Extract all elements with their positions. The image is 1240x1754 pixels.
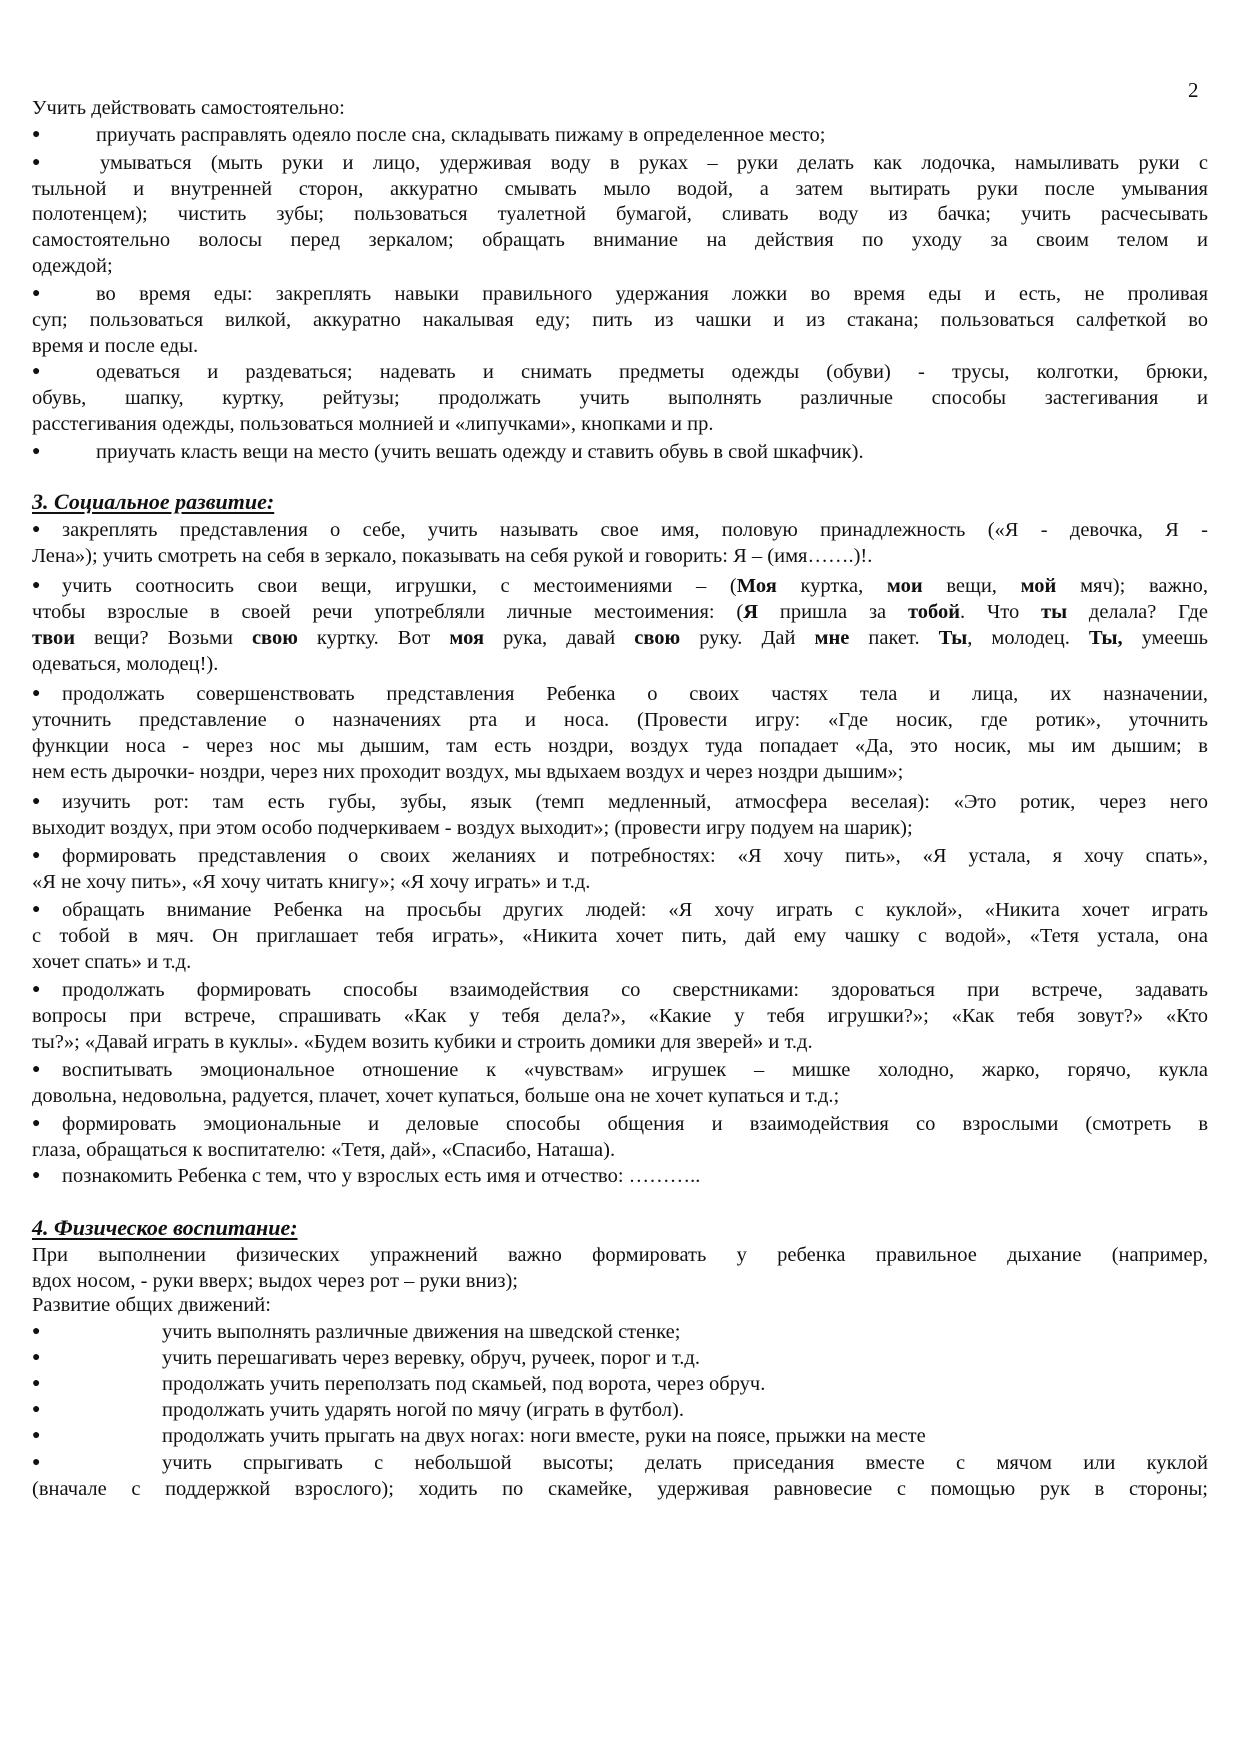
emphasized-pronoun: тобой [907, 601, 961, 623]
list-item-line: продолжать формировать способы взаимодействия со сверстниками: здороваться при встрече, задавать [62, 979, 1208, 1001]
list-item: приучать класть вещи на место (учить вешать одежду и ставить обувь в свой шкафчик). [96, 441, 864, 463]
emphasized-pronoun: моя [449, 627, 485, 649]
list-item-line: тыльной и внутренней сторон, аккуратно смывать мыло водой, а затем вытирать руки после умывания [32, 178, 1208, 200]
section-intro: Учить действовать самостоятельно: [32, 97, 345, 119]
list-item-line: хочет спать» и т.д. [32, 951, 192, 973]
bullet-icon: ● [32, 364, 41, 379]
list-item-line: глаза, обращаться к воспитателю: «Тетя, дай», «Спасибо, Наташа). [32, 1139, 616, 1161]
bullet-icon: ● [32, 1168, 41, 1183]
bullet-icon: ● [32, 1402, 41, 1417]
emphasized-pronoun: ты [1041, 601, 1068, 623]
list-item-line: учить спрыгивать с небольшой высоты; делать приседания вместе с мячом или куклой [162, 1452, 1208, 1474]
list-item-line: довольна, недовольна, радуется, плачет, хочет купаться, больше она не хочет купаться и т.д.; [32, 1085, 840, 1107]
list-item: приучать расправлять одеяло после сна, складывать пижаму в определенное место; [96, 124, 826, 146]
emphasized-pronoun: Ты, [1088, 627, 1123, 649]
list-item: познакомить Ребенка с тем, что у взрослых есть имя и отчество: ……….. [62, 1165, 701, 1187]
emphasized-pronoun: свою [251, 627, 298, 649]
bullet-icon: ● [32, 982, 41, 997]
bullet-icon: ● [32, 902, 41, 917]
list-item-line: суп; пользоваться вилкой, аккуратно накалывая еду; пить из чашки и из стакана; пользоваться салфеткой во [32, 309, 1208, 331]
bullet-icon: ● [32, 127, 41, 142]
bullet-icon: ● [32, 444, 41, 459]
list-item-line: умываться (мыть руки и лицо, удерживая воду в руках – руки делать как лодочка, намыливать руки с [100, 152, 1208, 174]
bullet-icon: ● [32, 1455, 41, 1470]
intro-line: При выполнении физических упражнений важно формировать у ребенка правильное дыхание (например, [32, 1244, 1208, 1266]
bullet-icon: ● [32, 1062, 41, 1077]
list-item: продолжать учить ударять ногой по мячу (играть в футбол). [162, 1399, 684, 1421]
list-item-line: Лена»); учить смотреть на себя в зеркало, показывать на себя рукой и говорить: Я – (имя…….)!. [32, 545, 873, 567]
list-item-line: продолжать совершенствовать представления Ребенка о своих частях тела и лица, их назначении, [62, 683, 1208, 705]
list-item-line: полотенцем); чистить зубы; пользоваться туалетной бумагой, сливать воду из бачка; учить расчесывать [32, 203, 1208, 225]
bullet-icon: ● [32, 522, 41, 537]
list-item: учить перешагивать через веревку, обруч, ручеек, порог и т.д. [162, 1347, 700, 1369]
bullet-icon: ● [32, 1324, 41, 1339]
list-item: продолжать учить переползать под скамьей, под ворота, через обруч. [162, 1373, 766, 1395]
bullet-icon: ● [32, 578, 41, 593]
list-item-line: «Я не хочу пить», «Я хочу читать книгу»; «Я хочу играть» и т.д. [32, 871, 591, 893]
list-item-line: ты?»; «Давай играть в куклы». «Будем возить кубики и строить домики для зверей» и т.д. [32, 1031, 813, 1053]
emphasized-pronoun: мне [814, 627, 850, 649]
emphasized-pronoun: твои [32, 627, 76, 649]
emphasized-pronoun: свою [634, 627, 681, 649]
list-item-line: формировать эмоциональные и деловые способы общения и взаимодействия со взрослыми (смотреть в [62, 1113, 1208, 1135]
list-item-line: самостоятельно волосы перед зеркалом; обращать внимание на действия по уходу за своим телом и [32, 229, 1208, 251]
list-item-line: время и после еды. [32, 335, 199, 357]
list-item-line: выходит воздух, при этом особо подчеркиваем - воздух выходит»; (провести игру подуем на шарик); [32, 817, 913, 839]
list-item-line: обращать внимание Ребенка на просьбы других людей: «Я хочу играть с куклой», «Никита хочет играть [62, 899, 1208, 921]
bullet-icon: ● [32, 686, 41, 701]
list-item-line: чтобы взрослые в своей речи употребляли личные местоимения: (Я пришла за тобой. Что ты делала? Где [32, 601, 1208, 623]
list-item-line: с тобой в мяч. Он приглашает тебя играть», «Никита хочет пить, дай ему чашку с водой», «Тетя устала, она [32, 925, 1208, 947]
list-item-line: одеваться и раздеваться; надевать и снимать предметы одежды (обуви) - трусы, колготки, брюки, [96, 361, 1208, 383]
list-item-line: вопросы при встрече, спрашивать «Как у тебя дела?», «Какие у тебя игрушки?»; «Как тебя зовут?» «Кто [32, 1005, 1208, 1027]
list-item-line: функции носа - через нос мы дышим, там есть ноздри, воздух туда попадает «Да, это носик, мы им дышим; в [32, 735, 1208, 757]
emphasized-pronoun: мои [886, 575, 923, 597]
list-item-line: воспитывать эмоциональное отношение к «чувствам» игрушек – мишке холодно, жарко, горячо, кукла [62, 1059, 1208, 1081]
list-item-line: одеждой; [32, 255, 113, 277]
list-item: учить выполнять различные движения на шведской стенке; [162, 1321, 681, 1343]
list-item-line: твои вещи? Возьми свою куртку. Вот моя рука, давай свою руку. Дай мне пакет. Ты, молодец. Ты, умеешь [32, 627, 1208, 649]
list-item-line: учить соотносить свои вещи, игрушки, с местоимениями – (Моя куртка, мои вещи, мой мяч); важно, [62, 575, 1209, 597]
bullet-icon: ● [32, 794, 41, 809]
section-heading: 4. Физическое воспитание: [32, 1215, 298, 1240]
list-item-line: закреплять представления о себе, учить называть свое имя, половую принадлежность («Я - девочка, Я - [62, 519, 1208, 541]
bullet-icon: ● [32, 1428, 41, 1443]
bullet-icon: ● [32, 155, 41, 170]
subheading: Развитие общих движений: [32, 1294, 271, 1316]
list-item-line: расстегивания одежды, пользоваться молнией и «липучками», кнопками и пр. [32, 413, 714, 435]
emphasized-pronoun: Ты [938, 627, 968, 649]
emphasized-pronoun: Я [743, 601, 759, 623]
bullet-icon: ● [32, 1350, 41, 1365]
intro-line: вдох носом, - руки вверх; выдох через рот – руки вниз); [32, 1270, 518, 1292]
list-item: продолжать учить прыгать на двух ногах: ноги вместе, руки на поясе, прыжки на месте [162, 1425, 926, 1447]
bullet-icon: ● [32, 1376, 41, 1391]
bullet-icon: ● [32, 1116, 41, 1131]
list-item-line: во время еды: закреплять навыки правильного удержания ложки во время еды и есть, не проливая [96, 283, 1208, 305]
section-heading: 3. Социальное развитие: [32, 489, 275, 514]
list-item-line: нем есть дырочки- ноздри, через них проходит воздух, мы вдыхаем воздух и через ноздри дышим»; [32, 761, 904, 783]
list-item-line: одеваться, молодец!). [32, 653, 219, 675]
page-number: 2 [1188, 78, 1199, 102]
list-item-line: обувь, шапку, куртку, рейтузы; продолжать учить выполнять различные способы застегивания и [32, 387, 1208, 409]
list-item-line: формировать представления о своих желаниях и потребностях: «Я хочу пить», «Я устала, я хочу спать», [62, 845, 1208, 867]
list-item-line: (вначале с поддержкой взрослого); ходить по скамейке, удерживая равновесие с помощью рук в стороны; [32, 1478, 1208, 1500]
emphasized-pronoun: Моя [736, 575, 777, 597]
list-item-line: изучить рот: там есть губы, зубы, язык (темп медленный, атмосфера веселая): «Это ротик, через него [62, 791, 1208, 813]
bullet-icon: ● [32, 286, 41, 301]
emphasized-pronoun: мой [1020, 575, 1057, 597]
list-item-line: уточнить представление о назначениях рта и носа. (Провести игру: «Где носик, где ротик», уточнить [32, 709, 1208, 731]
bullet-icon: ● [32, 848, 41, 863]
